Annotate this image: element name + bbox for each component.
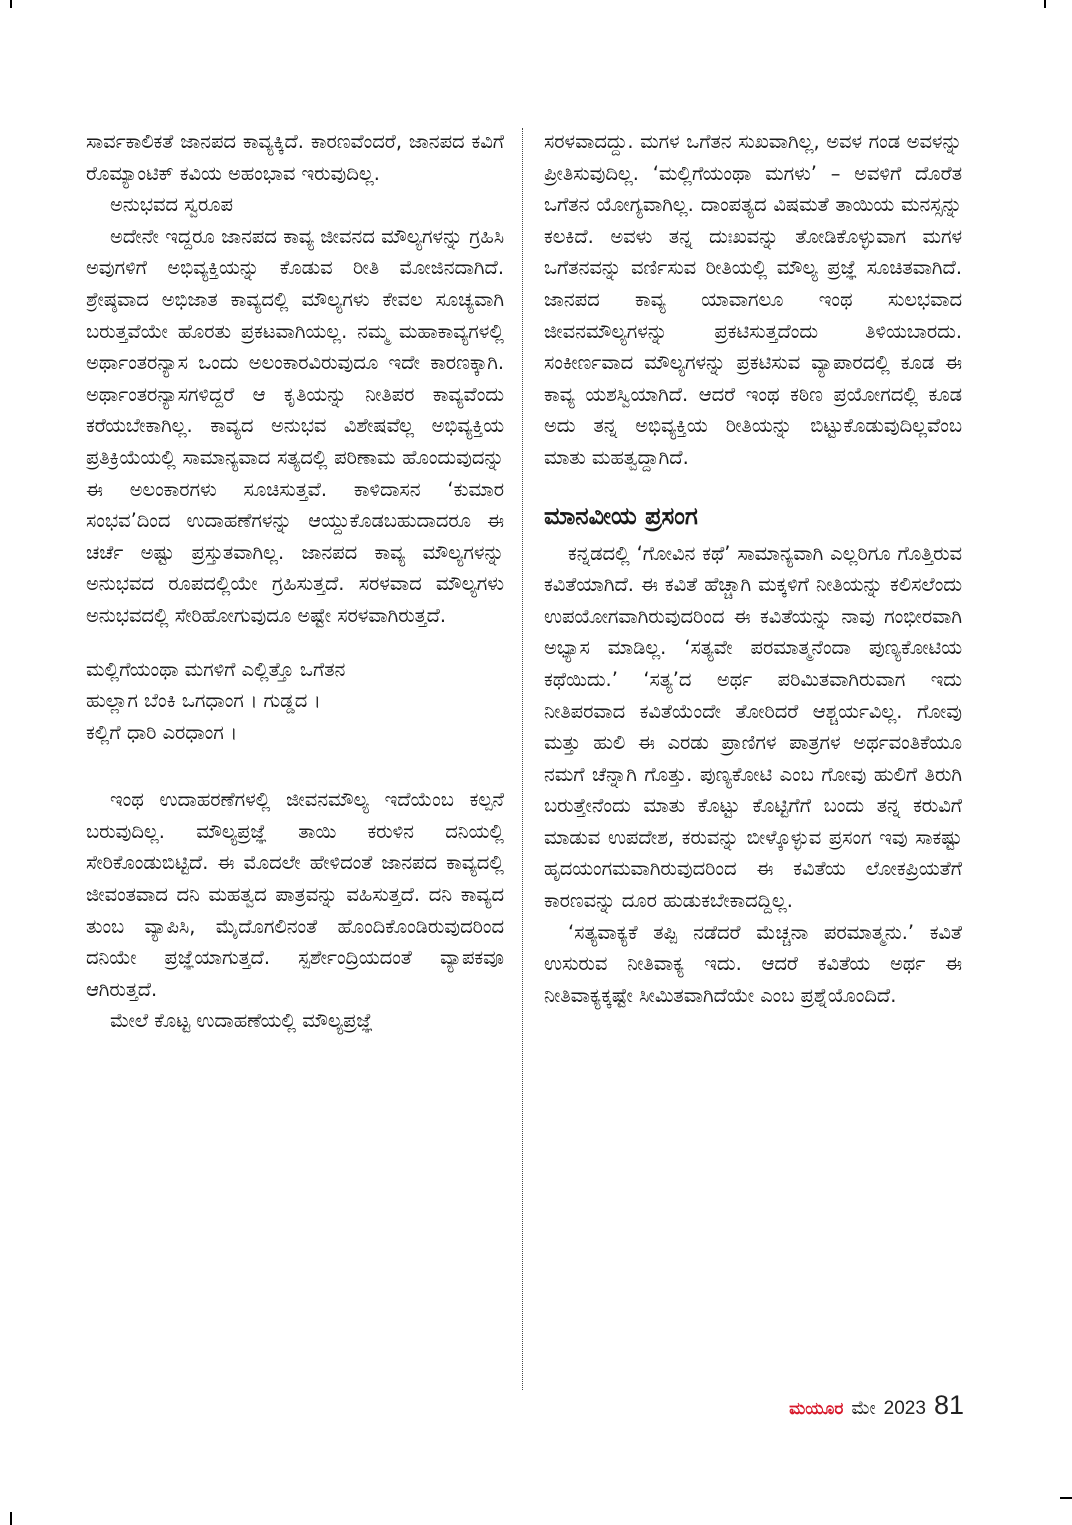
column-divider: [522, 128, 523, 1390]
crop-mark-top-right: [1044, 0, 1046, 8]
left-paragraph-3: ಇಂಥ ಉದಾಹರಣೆಗಳಲ್ಲಿ ಜೀವನಮೌಲ್ಯ ಇದೆಯೆಂಬ ಕಲ್ಪನೆ ಬರುವುದಿಲ್ಲ. ಮೌಲ್ಯಪ್ರಜ್ಞೆ ತಾಯಿ ಕರುಳಿನ ದನಿಯಲ್ಲಿ ಸೇರಿಕೊಂಡುಬಿಟ್ಟಿದೆ. ಈ ಮೊದಲೇ ಹೇಳಿದಂತೆ ಜಾನಪದ ಕಾವ್ಯದಲ್ಲಿ ಜೀವಂತವಾದ ದನಿ ಮಹತ್ವದ ಪಾತ್ರವನ್ನು ವಹಿಸುತ್ತದೆ. ದನಿ ಕಾವ್ಯದ ತುಂಬ ವ್ಯಾಪಿಸಿ, ಮೈದೊಗಲಿನಂತೆ ಹೊಂದಿಕೊಂಡಿರುವುದರಿಂದ ದನಿಯೇ ಪ್ರಜ್ಞೆಯಾಗುತ್ತದೆ. ಸ್ಪರ್ಶೇಂದ್ರಿಯದಂತೆ ವ್ಯಾಪಕವೂ ಆಗಿರುತ್ತದೆ.: [86, 788, 504, 1001]
crop-mark-bottom-left: [10, 1512, 12, 1525]
verse-line: ಮಲ್ಲಿಗೆಯಂಥಾ ಮಗಳಿಗೆ ಎಲ್ಲಿತ್ತೊ ಒಗೆತನ: [86, 657, 346, 681]
issue-year: 2023: [883, 1398, 926, 1419]
right-paragraph-1: ಸರಳವಾದದ್ದು. ಮಗಳ ಒಗೆತನ ಸುಖವಾಗಿಲ್ಲ, ಅವಳ ಗಂಡ ಅವಳನ್ನು ಪ್ರೀತಿಸುವುದಿಲ್ಲ. ‘ಮಲ್ಲಿಗೆಯಂಥಾ ಮಗಳು’ – ಅವಳಿಗೆ ದೊರೆತ ಒಗೆತನ ಯೋಗ್ಯವಾಗಿಲ್ಲ. ದಾಂಪತ್ಯದ ವಿಷಮತೆ ತಾಯಿಯ ಮನಸ್ಸನ್ನು ಕಲಕಿದೆ. ಅವಳು ತನ್ನ ದುಃಖವನ್ನು ತೋಡಿಕೊಳ್ಳುವಾಗ ಮಗಳ ಒಗೆತನವನ್ನು ವರ್ಣಿಸುವ ರೀತಿಯಲ್ಲಿ ಮೌಲ್ಯ ಪ್ರಜ್ಞೆ ಸೂಚಿತವಾಗಿದೆ. ಜಾನಪದ ಕಾವ್ಯ ಯಾವಾಗಲೂ ಇಂಥ ಸುಲಭವಾದ ಜೀವನಮೌಲ್ಯಗಳನ್ನು ಪ್ರಕಟಿಸುತ್ತದೆಂದು ತಿಳಿಯಬಾರದು. ಸಂಕೀರ್ಣವಾದ ಮೌಲ್ಯಗಳನ್ನು ಪ್ರಕಟಿಸುವ ವ್ಯಾಪಾರದಲ್ಲಿ ಕೂಡ ಈ ಕಾವ್ಯ ಯಶಸ್ವಿಯಾಗಿದೆ. ಆದರೆ ಇಂಥ ಕಠಿಣ ಪ್ರಯೋಗದಲ್ಲಿ ಕೂಡ ಅದು ತನ್ನ ಅಭಿವ್ಯಕ್ತಿಯ ರೀತಿಯನ್ನು ಬಿಟ್ಟುಕೊಡುವುದಿಲ್ಲವೆಂಬ ಮಾತು ಮಹತ್ವದ್ದಾಗಿದೆ.: [544, 130, 962, 469]
page-footer: [738, 1390, 964, 1430]
right-paragraph-3: ‘ಸತ್ಯವಾಕ್ಯಕೆ ತಪ್ಪಿ ನಡೆದರೆ ಮೆಚ್ಚನಾ ಪರಮಾತ್ಮನು.’ ಕವಿತೆ ಉಸುರುವ ನೀತಿವಾಕ್ಯ ಇದು. ಆದರೆ ಕವಿತೆಯ ಅರ್ಥ ಈ ನೀತಿವಾಕ್ಯಕ್ಕಷ್ಟೇ ಸೀಮಿತವಾಗಿದೆಯೇ ಎಂಬ ಪ್ರಶ್ನೆಯೊಂದಿದೆ.: [544, 920, 962, 1007]
folk-verse: [86, 654, 504, 749]
left-paragraph-4: ಮೇಲೆ ಕೊಟ್ಟ ಉದಾಹಣೆಯಲ್ಲಿ ಮೌಲ್ಯಪ್ರಜ್ಞೆ: [110, 1009, 373, 1033]
left-paragraph-2: ಅದೇನೇ ಇದ್ದರೂ ಜಾನಪದ ಕಾವ್ಯ ಜೀವನದ ಮೌಲ್ಯಗಳನ್ನು ಗ್ರಹಿಸಿ ಅವುಗಳಿಗೆ ಅಭಿವ್ಯಕ್ತಿಯನ್ನು ಕೊಡುವ ರೀತಿ ಮೋಜಿನದಾಗಿದೆ. ಶ್ರೇಷ್ಠವಾದ ಅಭಿಜಾತ ಕಾವ್ಯದಲ್ಲಿ ಮೌಲ್ಯಗಳು ಕೇವಲ ಸೂಚ್ಯವಾಗಿ ಬರುತ್ತವೆಯೇ ಹೊರತು ಪ್ರಕಟವಾಗಿಯಲ್ಲ. ನಮ್ಮ ಮಹಾಕಾವ್ಯಗಳಲ್ಲಿ ಅರ್ಥಾಂತರನ್ಯಾಸ ಒಂದು ಅಲಂಕಾರವಿರುವುದೂ ಇದೇ ಕಾರಣಕ್ಕಾಗಿ. ಅರ್ಥಾಂತರನ್ಯಾಸಗಳಿದ್ದರೆ ಆ ಕೃತಿಯನ್ನು ನೀತಿಪರ ಕಾವ್ಯವೆಂದು ಕರೆಯಬೇಕಾಗಿಲ್ಲ. ಕಾವ್ಯದ ಅನುಭವ ವಿಶೇಷವೆಲ್ಲ ಅಭಿವ್ಯಕ್ತಿಯ ಪ್ರತಿಕ್ರಿಯೆಯಲ್ಲಿ ಸಾಮಾನ್ಯವಾದ ಸತ್ಯದಲ್ಲಿ ಪರಿಣಾಮ ಹೊಂದುವುದನ್ನು ಈ ಅಲಂಕಾರಗಳು ಸೂಚಿಸುತ್ತವೆ. ಕಾಳಿದಾಸನ ‘ಕುಮಾರ ಸಂಭವ’ದಿಂದ ಉದಾಹಣೆಗಳನ್ನು ಆಯ್ದುಕೊಡಬಹುದಾದರೂ ಈ ಚರ್ಚೆ ಅಷ್ಟು ಪ್ರಸ್ತುತವಾಗಿಲ್ಲ. ಜಾನಪದ ಕಾವ್ಯ ಮೌಲ್ಯಗಳನ್ನು ಅನುಭವದ ರೂಪದಲ್ಲಿಯೇ ಗ್ರಹಿಸುತ್ತದೆ. ಸರಳವಾದ ಮೌಲ್ಯಗಳು ಅನುಭವದಲ್ಲಿ ಸೇರಿಹೋಗುವುದೂ ಅಷ್ಟೇ ಸರಳವಾಗಿರುತ್ತದೆ.: [86, 224, 504, 627]
issue-month: ಮೇ: [851, 1398, 876, 1419]
page-number: 81: [933, 1390, 964, 1420]
right-column: [544, 126, 962, 1011]
right-paragraph-2: ಕನ್ನಡದಲ್ಲಿ ‘ಗೋವಿನ ಕಥೆ’ ಸಾಮಾನ್ಯವಾಗಿ ಎಲ್ಲರಿಗೂ ಗೊತ್ತಿರುವ ಕವಿತೆಯಾಗಿದೆ. ಈ ಕವಿತೆ ಹೆಚ್ಚಾಗಿ ಮಕ್ಕಳಿಗೆ ನೀತಿಯನ್ನು ಕಲಿಸಲೆಂದು ಉಪಯೋಗವಾಗಿರುವುದರಿಂದ ಈ ಕವಿತೆಯನ್ನು ನಾವು ಗಂಭೀರವಾಗಿ ಅಭ್ಯಾಸ ಮಾಡಿಲ್ಲ. ‘ಸತ್ಯವೇ ಪರಮಾತ್ಮನೆಂದಾ ಪುಣ್ಯಕೋಟಿಯ ಕಥೆಯಿದು.’ ‘ಸತ್ಯ’ದ ಅರ್ಥ ಪರಿಮಿತವಾಗಿರುವಾಗ ಇದು ನೀತಿಪರವಾದ ಕವಿತೆಯೆಂದೇ ತೋರಿದರೆ ಆಶ್ಚರ್ಯವಿಲ್ಲ. ಗೋವು ಮತ್ತು ಹುಲಿ ಈ ಎರಡು ಪ್ರಾಣಿಗಳ ಪಾತ್ರಗಳ ಅರ್ಥವಂತಿಕೆಯೂ ನಮಗೆ ಚೆನ್ನಾಗಿ ಗೊತ್ತು. ಪುಣ್ಯಕೋಟಿ ಎಂಬ ಗೋವು ಹುಲಿಗೆ ತಿರುಗಿ ಬರುತ್ತೇನೆಂದು ಮಾತು ಕೊಟ್ಟು ಕೊಟ್ಟಿಗೆಗೆ ಬಂದು ತನ್ನ ಕರುವಿಗೆ ಮಾಡುವ ಉಪದೇಶ, ಕರುವನ್ನು ಬೀಳ್ಕೊಳ್ಳುವ ಪ್ರಸಂಗ ಇವು ಸಾಕಷ್ಟು ಹೃದಯಂಗಮವಾಗಿರುವುದರಿಂದ ಈ ಕವಿತೆಯ ಲೋಕಪ್ರಿಯತೆಗೆ ಕಾರಣವನ್ನು ದೂರ ಹುಡುಕಬೇಕಾದದ್ದಿಲ್ಲ.: [544, 541, 962, 913]
verse-line: ಕಲ್ಲಿಗೆ ಧಾರಿ ಎರಧಾಂಗ ।: [86, 720, 238, 744]
left-column: [86, 126, 504, 1037]
section-subheading: ಅನುಭವದ ಸ್ವರೂಪ: [110, 193, 233, 217]
crop-mark-top-left: [10, 0, 12, 8]
magazine-name: ಮಯೂರ: [789, 1399, 844, 1418]
crop-mark-bottom-right: [1060, 1497, 1072, 1499]
verse-line: ಹುಲ್ಲಾಗ ಬೆಂಕಿ ಒಗಧಾಂಗ । ಗುಡ್ಡದ ।: [86, 689, 321, 713]
left-paragraph-1: ಸಾರ್ವಕಾಲಿಕತೆ ಜಾನಪದ ಕಾವ್ಯಕ್ಕಿದೆ. ಕಾರಣವೆಂದರೆ, ಜಾನಪದ ಕವಿಗೆ ರೊಮ್ಯಾಂಟಿಕ್ ಕವಿಯ ಅಹಂಭಾವ ಇರುವುದಿಲ್ಲ.: [86, 130, 504, 185]
section-heading: ಮಾನವೀಯ ಪ್ರಸಂಗ: [544, 501, 698, 530]
